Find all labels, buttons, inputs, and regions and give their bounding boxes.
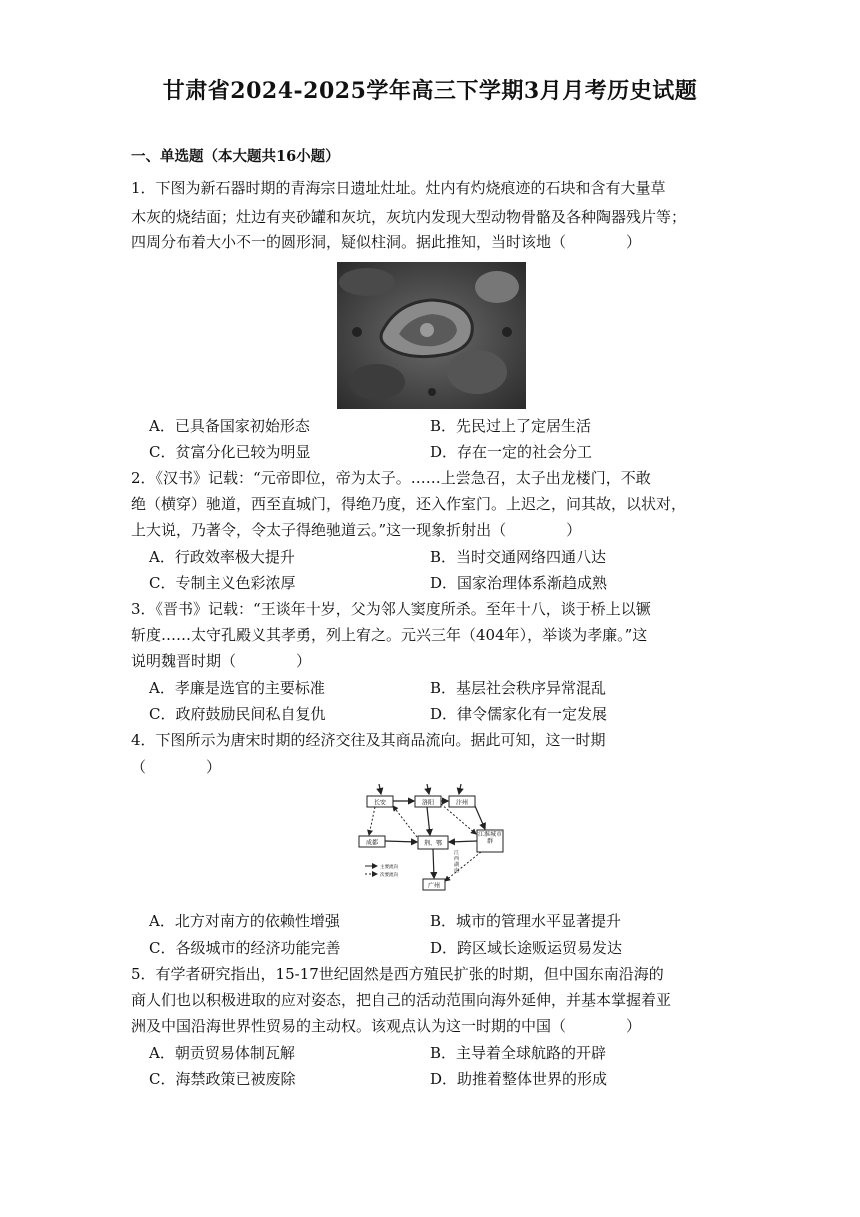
question-3-line-1: 3．《晋书》记载：“王谈年十岁，父为邻人窦度所杀。至年十八，谈于桥上以镢	[131, 600, 651, 618]
question-3-option-b: B．基层社会秩序异常混乱	[430, 679, 607, 697]
side-label: 江西湖南	[454, 850, 460, 874]
question-2-line-2: 绝（横穿）驰道，西至直城门，得绝乃度，还入作室门。上迟之，问其故，以状对，	[131, 495, 687, 513]
question-2-line-1: 2．《汉书》记载：“元帝即位，帝为太子。……上尝急召，太子出龙楼门，不敢	[131, 469, 651, 487]
question-1-option-d: D．存在一定的社会分工	[430, 443, 593, 461]
question-3-option-d: D．律令儒家化有一定发展	[430, 705, 608, 723]
question-4-option-d: D．跨区域长途贩运贸易发达	[430, 939, 623, 957]
question-5-line-2: 商人们也以积极进取的应对姿态，把自己的活动范围向海外延伸，并基本掌握着亚	[131, 991, 672, 1009]
page-title: 甘肃省2024-2025学年高三下学期3月月考历史试题	[162, 78, 698, 104]
node-luoyang: 洛阳	[421, 799, 435, 807]
question-1-option-b: B．先民过上了定居生活	[430, 417, 592, 435]
question-2-line-3: 上大说，乃著令，令太子得绝驰道云。”这一现象折射出（ ）	[131, 521, 582, 539]
legend-secondary: 次要流向	[380, 873, 398, 878]
node-jing-e: 荆、鄂	[423, 840, 443, 847]
node-bianzhou: 汴州	[455, 799, 469, 807]
question-4-option-a: A．北方对南方的依赖性增强	[149, 912, 340, 930]
question-5-option-c: C．海禁政策已被废除	[149, 1070, 296, 1088]
question-3-option-c: C．政府鼓励民间私自复仇	[149, 705, 326, 723]
node-changan: 长安	[373, 799, 387, 807]
question-1-line-2: 木灰的烧结面；灶边有夹砂罐和灰坑，灰坑内发现大型动物骨骼及各种陶器残片等；	[131, 208, 687, 226]
question-5-line-1: 5．有学者研究指出，15-17世纪固然是西方殖民扩张的时期，但中国东南沿海的	[131, 965, 664, 983]
archaeological-site-photo	[337, 262, 526, 409]
question-4-line-2: （ ）	[131, 758, 222, 776]
question-3-option-a: A．孝廉是选官的主要标准	[149, 679, 325, 697]
node-jianghuai: 江淮城市群	[478, 831, 502, 845]
question-5-option-a: A．朝贡贸易体制瓦解	[149, 1044, 295, 1062]
section-heading: 一、单选题（本大题共16小题）	[131, 148, 340, 165]
question-5-option-d: D．助推着整体世界的形成	[430, 1070, 608, 1088]
question-5-line-3: 洲及中国沿海世界性贸易的主动权。该观点认为这一时期的中国（ ）	[131, 1017, 642, 1035]
question-5-option-b: B．主导着全球航路的开辟	[430, 1044, 607, 1062]
question-3-line-3: 说明魏晋时期（ ）	[131, 652, 312, 670]
trade-flow-diagram	[357, 784, 507, 899]
question-2-option-a: A．行政效率极大提升	[149, 548, 295, 566]
legend-main: 主要流向	[380, 865, 398, 870]
question-1-option-c: C．贫富分化已较为明显	[149, 443, 311, 461]
question-2-option-b: B．当时交通网络四通八达	[430, 548, 607, 566]
question-4-option-c: C．各级城市的经济功能完善	[149, 939, 341, 957]
question-1-line-3: 四周分布着大小不一的圆形洞，疑似柱洞。据此推知，当时该地（ ）	[131, 233, 642, 251]
node-guangzhou: 广州	[427, 882, 441, 890]
question-1-option-a: A．已具备国家初始形态	[149, 417, 310, 435]
question-3-line-2: 斩度……太守孔殿义其孝勇，列上宥之。元兴三年（404年），举谈为孝廉。”这	[131, 626, 648, 644]
question-2-option-d: D．国家治理体系渐趋成熟	[430, 574, 608, 592]
question-4-option-b: B．城市的管理水平显著提升	[430, 912, 622, 930]
node-chengdu: 成都	[365, 839, 379, 847]
question-2-option-c: C．专制主义色彩浓厚	[149, 574, 296, 592]
question-4-line-1: 4．下图所示为唐宋时期的经济交往及其商品流向。据此可知，这一时期	[131, 731, 606, 749]
question-1-line-1: 1．下图为新石器时期的青海宗日遗址灶址。灶内有灼烧痕迹的石块和含有大量草	[131, 179, 666, 197]
